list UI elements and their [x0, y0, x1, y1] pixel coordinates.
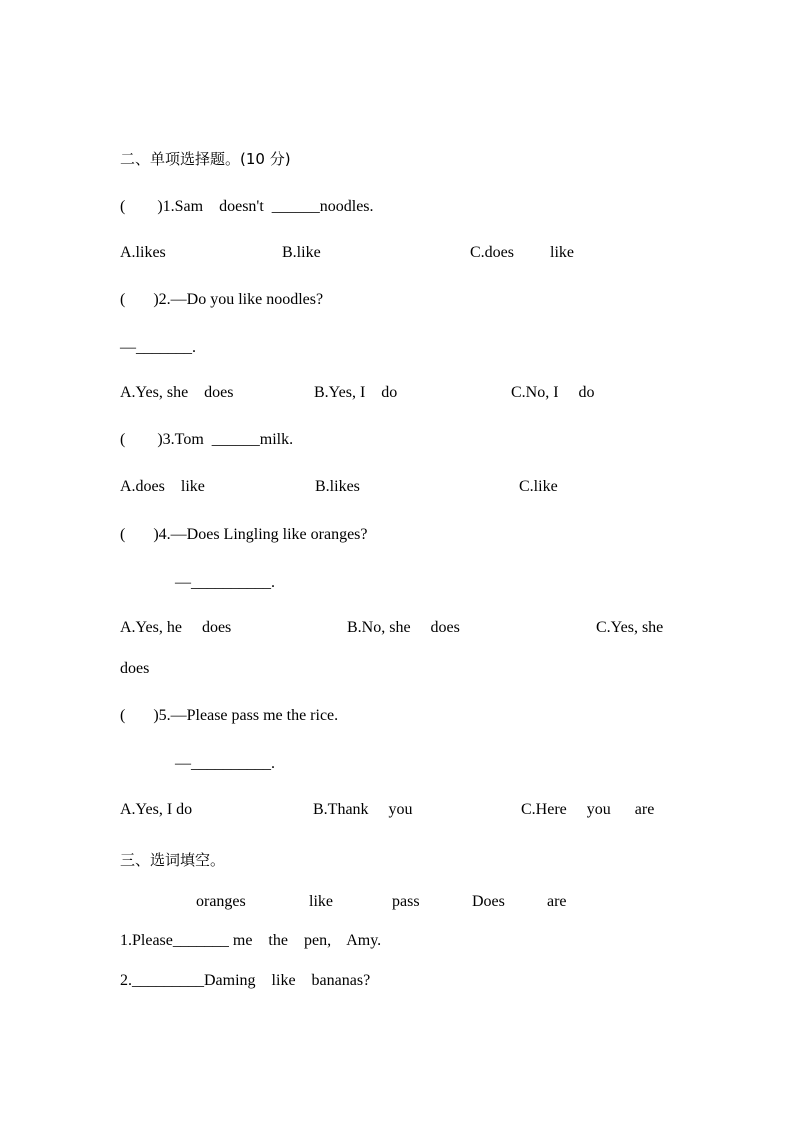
question-3-option-a: A.does like	[120, 478, 205, 495]
question-2-option-a: A.Yes, she does	[120, 384, 234, 401]
section-2-title: 二、单项选择题。(10 分)	[120, 150, 291, 168]
word-bank-word: like	[309, 893, 333, 910]
question-3-option-c: C.like	[519, 478, 558, 495]
question-5-option-a: A.Yes, I do	[120, 801, 193, 818]
question-2-option-b: B.Yes, I do	[314, 384, 398, 401]
word-bank-word: oranges	[196, 893, 246, 910]
question-2-answer-line: —_______.	[120, 339, 196, 356]
question-4-answer-line: —__________.	[175, 574, 275, 591]
fill-blank-sentence-1: 1.Please_______ me the pen, Amy.	[120, 932, 382, 949]
question-5-answer-line: —__________.	[175, 755, 275, 772]
question-5-option-c: C.Here you are	[521, 801, 655, 818]
question-5-stem: ( )5.—Please pass me the rice.	[120, 707, 339, 724]
question-1-option-b: B.like	[282, 244, 321, 261]
question-1-option-c: C.does like	[470, 244, 574, 261]
question-5-option-b: B.Thank you	[313, 801, 413, 818]
question-3-option-b: B.likes	[315, 478, 360, 495]
word-bank-word: pass	[392, 893, 420, 910]
question-4-option-b: B.No, she does	[347, 619, 460, 636]
question-3-stem: ( )3.Tom ______milk.	[120, 431, 294, 448]
word-bank-word: are	[547, 893, 567, 910]
section-3-title: 三、选词填空。	[120, 851, 226, 869]
question-1-option-a: A.likes	[120, 244, 166, 261]
question-2-option-c: C.No, I do	[511, 384, 595, 401]
question-4-option-c-continued: does	[120, 660, 150, 677]
fill-blank-sentence-2: 2._________Daming like bananas?	[120, 972, 371, 989]
question-4-option-c: C.Yes, she	[596, 619, 664, 636]
question-4-stem: ( )4.—Does Lingling like oranges?	[120, 526, 368, 543]
question-2-stem: ( )2.—Do you like noodles?	[120, 291, 324, 308]
word-bank-word: Does	[472, 893, 505, 910]
question-1-stem: ( )1.Sam doesn't ______noodles.	[120, 198, 374, 215]
question-4-option-a: A.Yes, he does	[120, 619, 232, 636]
